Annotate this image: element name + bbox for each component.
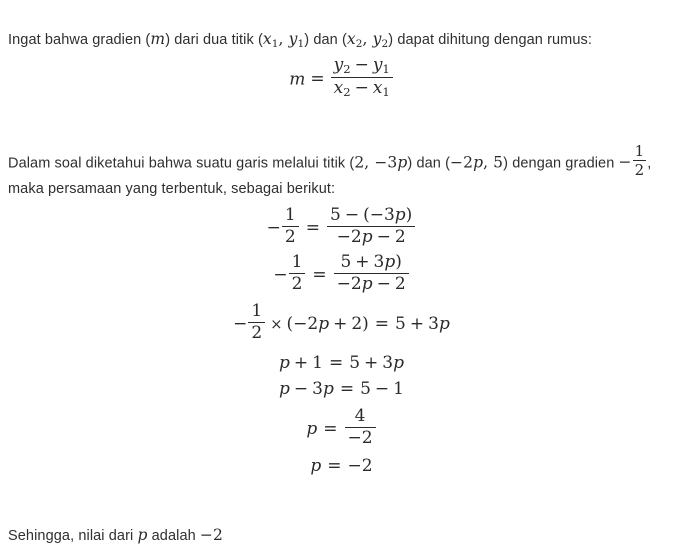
- point2-y: y: [372, 29, 382, 48]
- point1-comma: ,: [278, 29, 289, 48]
- point1-y-sub: 1: [297, 37, 305, 50]
- given-point2-coefficient: −2: [450, 152, 474, 171]
- eq1-rhs-denominator: −2p − 2: [336, 227, 406, 248]
- numerator-y2-sub: 2: [343, 62, 351, 77]
- point2-x: x: [346, 29, 356, 48]
- given-paragraph: [8, 143, 675, 179]
- eq1-lhs-denominator: 2: [284, 227, 296, 248]
- symbol-m: m: [150, 29, 166, 48]
- eq6-rhs-numerator: 4: [345, 407, 376, 428]
- eq1-equals: =: [305, 218, 320, 239]
- intro-text-after: ) dari dua titik (: [165, 31, 263, 48]
- equation-row-3: [0, 302, 683, 343]
- eq1-rhs-fraction: [327, 206, 415, 247]
- given-point-one: [354, 153, 407, 171]
- eq3-lhs-numerator: 1: [248, 302, 265, 323]
- eq1-lhs-sign: −: [266, 218, 281, 239]
- conclusion-text-after: adalah: [147, 527, 200, 544]
- eq7-rhs: −2: [347, 456, 373, 477]
- eq3-rhs: 5 + 3p: [395, 314, 450, 335]
- given-gradient-fraction: [633, 143, 647, 179]
- eq2-rhs-denominator: −2p − 2: [336, 274, 406, 295]
- intro-text-middle: ) dan (: [304, 31, 347, 48]
- given-second-line: maka persamaan yang terbentuk, sebagai berikut:: [8, 180, 336, 197]
- intro-text-before: Ingat bahwa gradien (: [8, 31, 151, 48]
- eq3-equals: =: [374, 314, 390, 335]
- eq2-lhs-denominator: 2: [291, 274, 303, 295]
- numerator-operator: −: [354, 55, 369, 75]
- equation-block: [0, 206, 683, 476]
- intro-paragraph: [8, 27, 675, 52]
- eq7-equals: =: [327, 456, 342, 477]
- equation-row-1: [0, 206, 683, 247]
- eq3-group: (−2p + 2): [286, 314, 369, 335]
- conclusion-text-before: Sehingga, nilai dari: [8, 527, 138, 544]
- equation-row-2: [0, 253, 683, 294]
- numerator-y1-base: y: [372, 55, 383, 75]
- numerator-y2-base: y: [333, 55, 344, 75]
- given-point2-rest: , 5: [483, 152, 504, 171]
- eq3-lhs-fraction: [248, 302, 265, 343]
- given-point1-prefix: 2,: [354, 152, 375, 171]
- eq5-equals: =: [339, 379, 355, 400]
- given-point-two: [450, 153, 503, 171]
- gradient-numerator: [331, 56, 393, 78]
- point1-x-sub: 1: [271, 37, 279, 50]
- point2-comma: ,: [362, 29, 373, 48]
- equation-row-6: [0, 407, 683, 448]
- eq1-lhs-fraction: [282, 206, 299, 247]
- eq2-lhs-sign: −: [273, 265, 288, 286]
- denominator-x2-sub: 2: [343, 85, 351, 100]
- eq5-lhs: p − 3p: [278, 379, 334, 400]
- eq3-times-operator: ×: [270, 316, 283, 334]
- gradient-fraction: [331, 56, 393, 99]
- given-point1-coefficient: −3: [374, 152, 398, 171]
- denominator-x1-base: x: [372, 78, 383, 99]
- conclusion-variable: p: [137, 525, 148, 544]
- eq5-rhs: 5 − 1: [360, 379, 404, 400]
- eq2-lhs-numerator: 1: [289, 253, 306, 274]
- eq3-lhs-denominator: 2: [251, 323, 263, 344]
- given-text-between: ) dan (: [407, 154, 451, 171]
- point2-y-sub: 2: [381, 37, 389, 50]
- equation-row-4: [0, 353, 683, 373]
- eq2-rhs-numerator: 5 + 3p): [334, 253, 409, 274]
- eq6-lhs: p: [306, 419, 318, 440]
- point1-x: x: [262, 29, 272, 48]
- point1-y: y: [288, 29, 298, 48]
- gradient-denominator: [331, 78, 393, 99]
- given-point2-variable: p: [473, 152, 484, 171]
- given-gradient-value: [618, 141, 648, 179]
- eq4-equals: =: [328, 353, 344, 374]
- denominator-x1-sub: 1: [382, 85, 390, 100]
- given-gradient-sign: −: [618, 152, 632, 171]
- eq6-rhs-denominator: −2: [347, 428, 373, 449]
- eq6-equals: =: [323, 419, 338, 440]
- formula-lhs-m: m: [289, 69, 306, 90]
- denominator-operator: −: [354, 78, 369, 99]
- equation-row-5: [0, 379, 683, 399]
- gradient-formula-display: [0, 56, 683, 99]
- eq7-lhs: p: [310, 456, 322, 477]
- point-one-inline: [263, 30, 304, 48]
- conclusion-paragraph: [8, 523, 675, 547]
- eq2-equals: =: [312, 265, 327, 286]
- given-text-before: Dalam soal diketahui bahwa suatu garis melalui titik (: [8, 154, 355, 171]
- point-two-inline: [347, 30, 388, 48]
- point2-x-sub: 2: [355, 37, 363, 50]
- eq2-lhs-fraction: [289, 253, 306, 294]
- denominator-x2-base: x: [333, 78, 344, 99]
- intro-text-tail: ) dapat dihitung dengan rumus:: [388, 31, 593, 48]
- given-gradient-denominator: 2: [634, 161, 645, 179]
- equation-row-7: [0, 456, 683, 476]
- eq6-rhs-fraction: [345, 407, 376, 448]
- given-point1-variable: p: [397, 152, 408, 171]
- given-gradient-numerator: 1: [634, 141, 645, 160]
- eq1-lhs-numerator: 1: [282, 206, 299, 227]
- given-trailing-comma: ,: [647, 154, 652, 171]
- eq2-rhs-fraction: [334, 253, 409, 294]
- conclusion-value: −2: [199, 525, 223, 544]
- formula-equals: =: [310, 69, 325, 90]
- eq3-lhs-sign: −: [233, 314, 248, 335]
- numerator-y1-sub: 1: [382, 62, 390, 77]
- eq1-rhs-numerator: 5 − (−3p): [327, 206, 415, 227]
- eq4-rhs: 5 + 3p: [349, 353, 404, 374]
- given-text-after: ) dengan gradien: [503, 154, 619, 171]
- eq4-lhs: p + 1: [278, 353, 323, 374]
